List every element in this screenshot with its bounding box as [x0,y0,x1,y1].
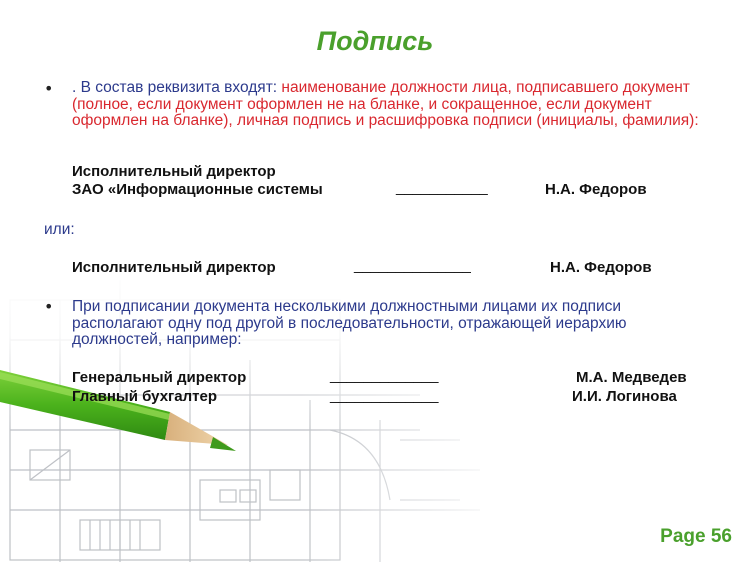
example2-name: Н.А. Федоров [550,259,652,276]
or-label: или: [44,221,75,238]
bullet-paragraph-requisite [72,80,712,130]
bullet-paragraph-multiple-signatures: При подписании документа несколькими должностными лицами их подписи располагают одну под другой в последовательности, отражающей иерархию должностей, например: [72,298,627,348]
bullet-body-text: наименование должности лица, подписавшего документ (полное, если документ оформлен не на бланке, и сокращенное, если документ оформлен на бланке), личная подпись и расшифровка подписи (инициалы, фамилия): [72,79,699,129]
example3-row-signature-line: _____________ [330,367,439,384]
bullet-icon: • [44,79,54,98]
bullet-icon: • [44,297,54,316]
example3-row-name: М.А. Медведев [576,369,687,386]
example3-row-signature-line: _____________ [330,387,439,404]
example2-signature-line: ______________ [354,257,471,274]
example1-position-line1: Исполнительный директор [72,163,276,180]
example1-position-line2: ЗАО «Информационные системы [72,181,323,198]
example3-row-name: И.И. Логинова [572,388,677,405]
example2-position: Исполнительный директор [72,259,276,276]
bullet-lead-text: . В состав реквизита входят: [72,79,282,96]
example1-name: Н.А. Федоров [545,181,647,198]
example1-signature-line: ___________ [396,179,488,196]
example3-row-position: Генеральный директор [72,369,247,386]
page-number: Page 56 [660,526,732,547]
example3-row-position: Главный бухгалтер [72,388,218,405]
slide-title: Подпись [316,26,434,56]
